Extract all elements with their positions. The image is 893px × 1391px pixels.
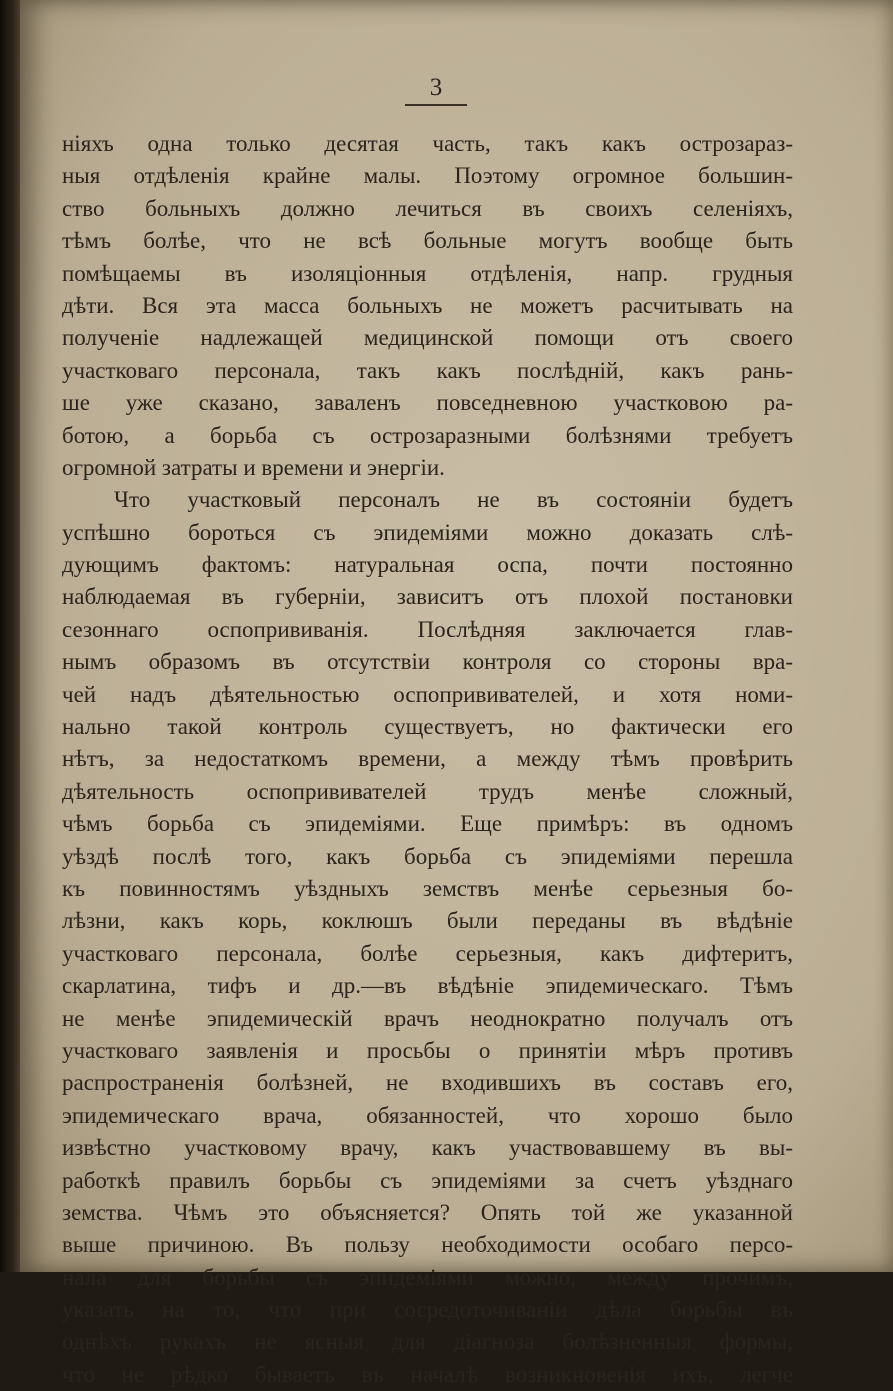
text-line: ныя отдѣленія крайне малы. Поэтому огромное большин-	[62, 163, 793, 189]
text-line: земства. Чѣмъ это объясняется? Опять той же указанной	[62, 1199, 793, 1225]
text-line: работкѣ правилъ борьбы съ эпидеміями за счетъ уѣзднаго	[62, 1167, 793, 1193]
page-number-rule	[405, 104, 467, 106]
text-line: не менѣе эпидемическій врачъ неоднократно получалъ отъ	[62, 1005, 793, 1031]
text-line: ше уже сказано, заваленъ повседневною участковою ра-	[62, 390, 793, 416]
text-line: чей надъ дѣятельностью оспопрививателей, и хотя номи-	[62, 681, 793, 707]
text-line: лѣзни, какъ корь, коклюшъ были переданы въ вѣдѣніе	[62, 908, 793, 934]
book-spine-shadow	[0, 0, 20, 1272]
text-line: дующимъ фактомъ: натуральная оспа, почти постоянно	[62, 552, 793, 578]
text-line: нѣтъ, за недостаткомъ времени, а между тѣмъ провѣрить	[62, 746, 793, 772]
book-page	[20, 0, 893, 1387]
text-line: однѣхъ рукахъ не ясныя для діагноза болѣзненныя формы,	[62, 1329, 793, 1355]
text-line: нымъ образомъ въ отсутствіи контроля со стороны вра-	[62, 649, 793, 675]
text-line: участковаго персонала, такъ какъ послѣдній, какъ рань-	[62, 357, 793, 383]
text-line: выше причиною. Въ пользу необходимости особаго персо-	[62, 1232, 793, 1258]
text-line-paragraph-start: Что участковый персоналъ не въ состояніи будетъ	[114, 487, 793, 513]
text-line: сезоннаго оспопрививанія. Послѣдняя заключается глав-	[62, 616, 793, 642]
text-line: участковаго персонала, болѣе серьезныя, какъ дифтеритъ,	[62, 940, 793, 966]
text-line: къ повинностямъ уѣздныхъ земствъ менѣе серьезныя бо-	[62, 875, 793, 901]
text-line: помѣщаемы въ изоляціонныя отдѣленія, напр. грудныя	[62, 260, 793, 286]
text-line: дѣти. Вся эта масса больныхъ не можетъ расчитывать на	[62, 292, 793, 318]
text-line: участковаго заявленія и просьбы о принятіи мѣръ противъ	[62, 1037, 793, 1063]
text-line: чѣмъ борьба съ эпидеміями. Еще примѣръ: въ одномъ	[62, 811, 793, 837]
text-line: нала для борьбы съ эпидеміями можно, между прочимъ,	[62, 1264, 793, 1290]
text-line: ботою, а борьба съ острозаразными болѣзнями требуетъ	[62, 422, 793, 448]
text-line: распространенія болѣзней, не входившихъ въ составъ его,	[62, 1070, 793, 1096]
text-line: дѣятельность оспопрививателей трудъ менѣе сложный,	[62, 778, 793, 804]
text-line: нально такой контроль существуетъ, но фактически его	[62, 714, 793, 740]
text-line: полученіе надлежащей медицинской помощи отъ своего	[62, 325, 793, 351]
text-line: наблюдаемая въ губерніи, зависитъ отъ плохой постановки	[62, 584, 793, 610]
text-line: успѣшно бороться съ эпидеміями можно доказать слѣ-	[62, 519, 793, 545]
page-number: 3	[429, 74, 443, 101]
text-line: указать на то, что при сосредоточиваніи дѣла борьбы въ	[62, 1297, 793, 1323]
text-line: эпидемическаго врача, обязанностей, что хорошо было	[62, 1102, 793, 1128]
text-line: извѣстно участковому врачу, какъ участвовавшему въ вы-	[62, 1135, 793, 1161]
body-text	[62, 128, 793, 1391]
text-line: ніяхъ одна только десятая часть, такъ какъ острозараз-	[62, 131, 793, 156]
text-line: ство больныхъ должно лечиться въ своихъ селеніяхъ,	[62, 195, 793, 221]
text-line: уѣздѣ послѣ того, какъ борьба съ эпидеміями перешла	[62, 843, 793, 869]
text-line-paragraph-end: огромной затраты и времени и энергіи.	[62, 454, 445, 480]
text-line: тѣмъ болѣе, что не всѣ больные могутъ вообще быть	[62, 228, 793, 254]
text-line: скарлатина, тифъ и др.—въ вѣдѣніе эпидемическаго. Тѣмъ	[62, 973, 793, 999]
text-line: что не рѣдко бываетъ въ началѣ возникновенія ихъ, легче	[62, 1361, 793, 1387]
